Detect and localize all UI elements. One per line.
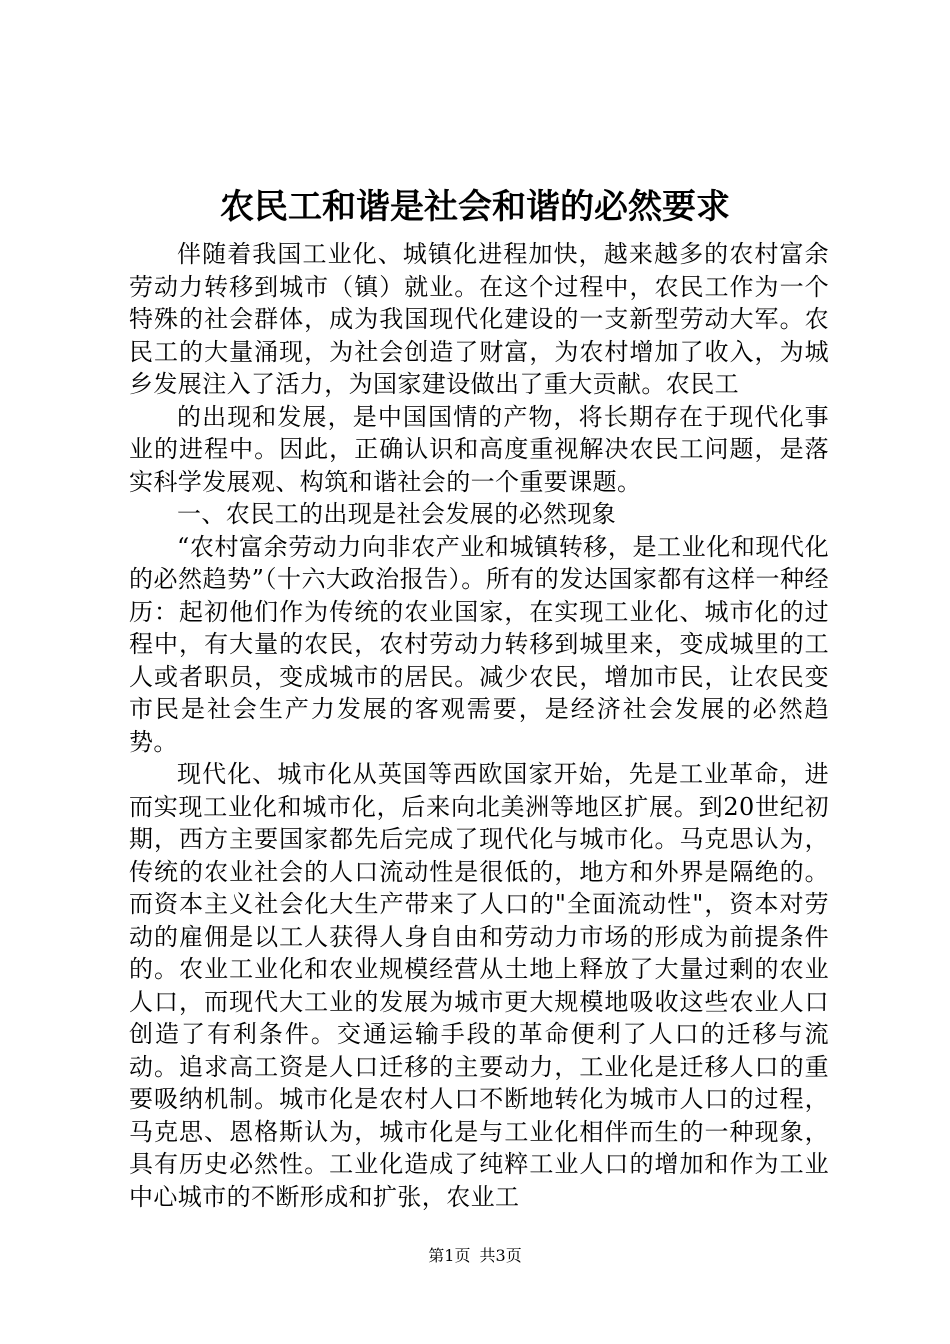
document-title: 农民工和谐是社会和谐的必然要求 [220, 187, 730, 227]
paragraph-continuation: 的出现和发展，是中国国情的产物，将长期存在于现代化事业的进程中。因此，正确认识和高度重视解决农民工问题，是落实科学发展观、构筑和谐社会的一个重要课题。 [129, 402, 829, 496]
page-footer [0, 1244, 950, 1268]
paragraph-quote: “农村富余劳动力向非农产业和城镇转移，是工业化和现代化的必然趋势”（十六大政治报告）。所有的发达国家都有这样一种经历：起初他们作为传统的农业国家，在实现工业化、城市化的过程中，有大量的农民，农村劳动力转移到城里来，变成城里的工人或者职员，变成城市的居民。减少农民，增加市民，让农民变市民是社会生产力发展的客观需要，是经济社会发展的必然趋势。 [129, 532, 829, 756]
document-body [129, 238, 829, 1213]
page-number-current: 第1页 [428, 1246, 471, 1265]
section-heading-1: 一、农民工的出现是社会发展的必然现象 [177, 500, 617, 528]
page-number-total: 共3页 [479, 1246, 522, 1265]
paragraph-history: 现代化、城市化从英国等西欧国家开始，先是工业革命，进而实现工业化和城市化，后来向北美洲等地区扩展。到20世纪初期，西方主要国家都先后完成了现代化与城市化。马克思认为，传统的农业社会的人口流动性是很低的，地方和外界是隔绝的。而资本主义社会化大生产带来了人口的"全面流动性"，资本对劳动的雇佣是以工人获得人身自由和劳动力市场的形成为前提条件的。农业工业化和农业规模经营从土地上释放了大量过剩的农业人口，而现代大工业的发展为城市更大规模地吸收这些农业人口创造了有利条件。交通运输手段的革命便利了人口的迁移与流动。追求高工资是人口迁移的主要动力，工业化是迁移人口的重要吸纳机制。城市化是农村人口不断地转化为城市人口的过程，马克思、恩格斯认为，城市化是与工业化相伴而生的一种现象，具有历史必然性。工业化造成了纯粹工业人口的增加和作为工业中心城市的不断形成和扩张，农业工 [129, 760, 829, 1211]
paragraph-intro: 伴随着我国工业化、城镇化进程加快，越来越多的农村富余劳动力转移到城市（镇）就业。在这个过程中，农民工作为一个特殊的社会群体，成为我国现代化建设的一支新型劳动大军。农民工的大量涌现，为社会创造了财富，为农村增加了收入，为城乡发展注入了活力，为国家建设做出了重大贡献。农民工 [129, 240, 829, 398]
